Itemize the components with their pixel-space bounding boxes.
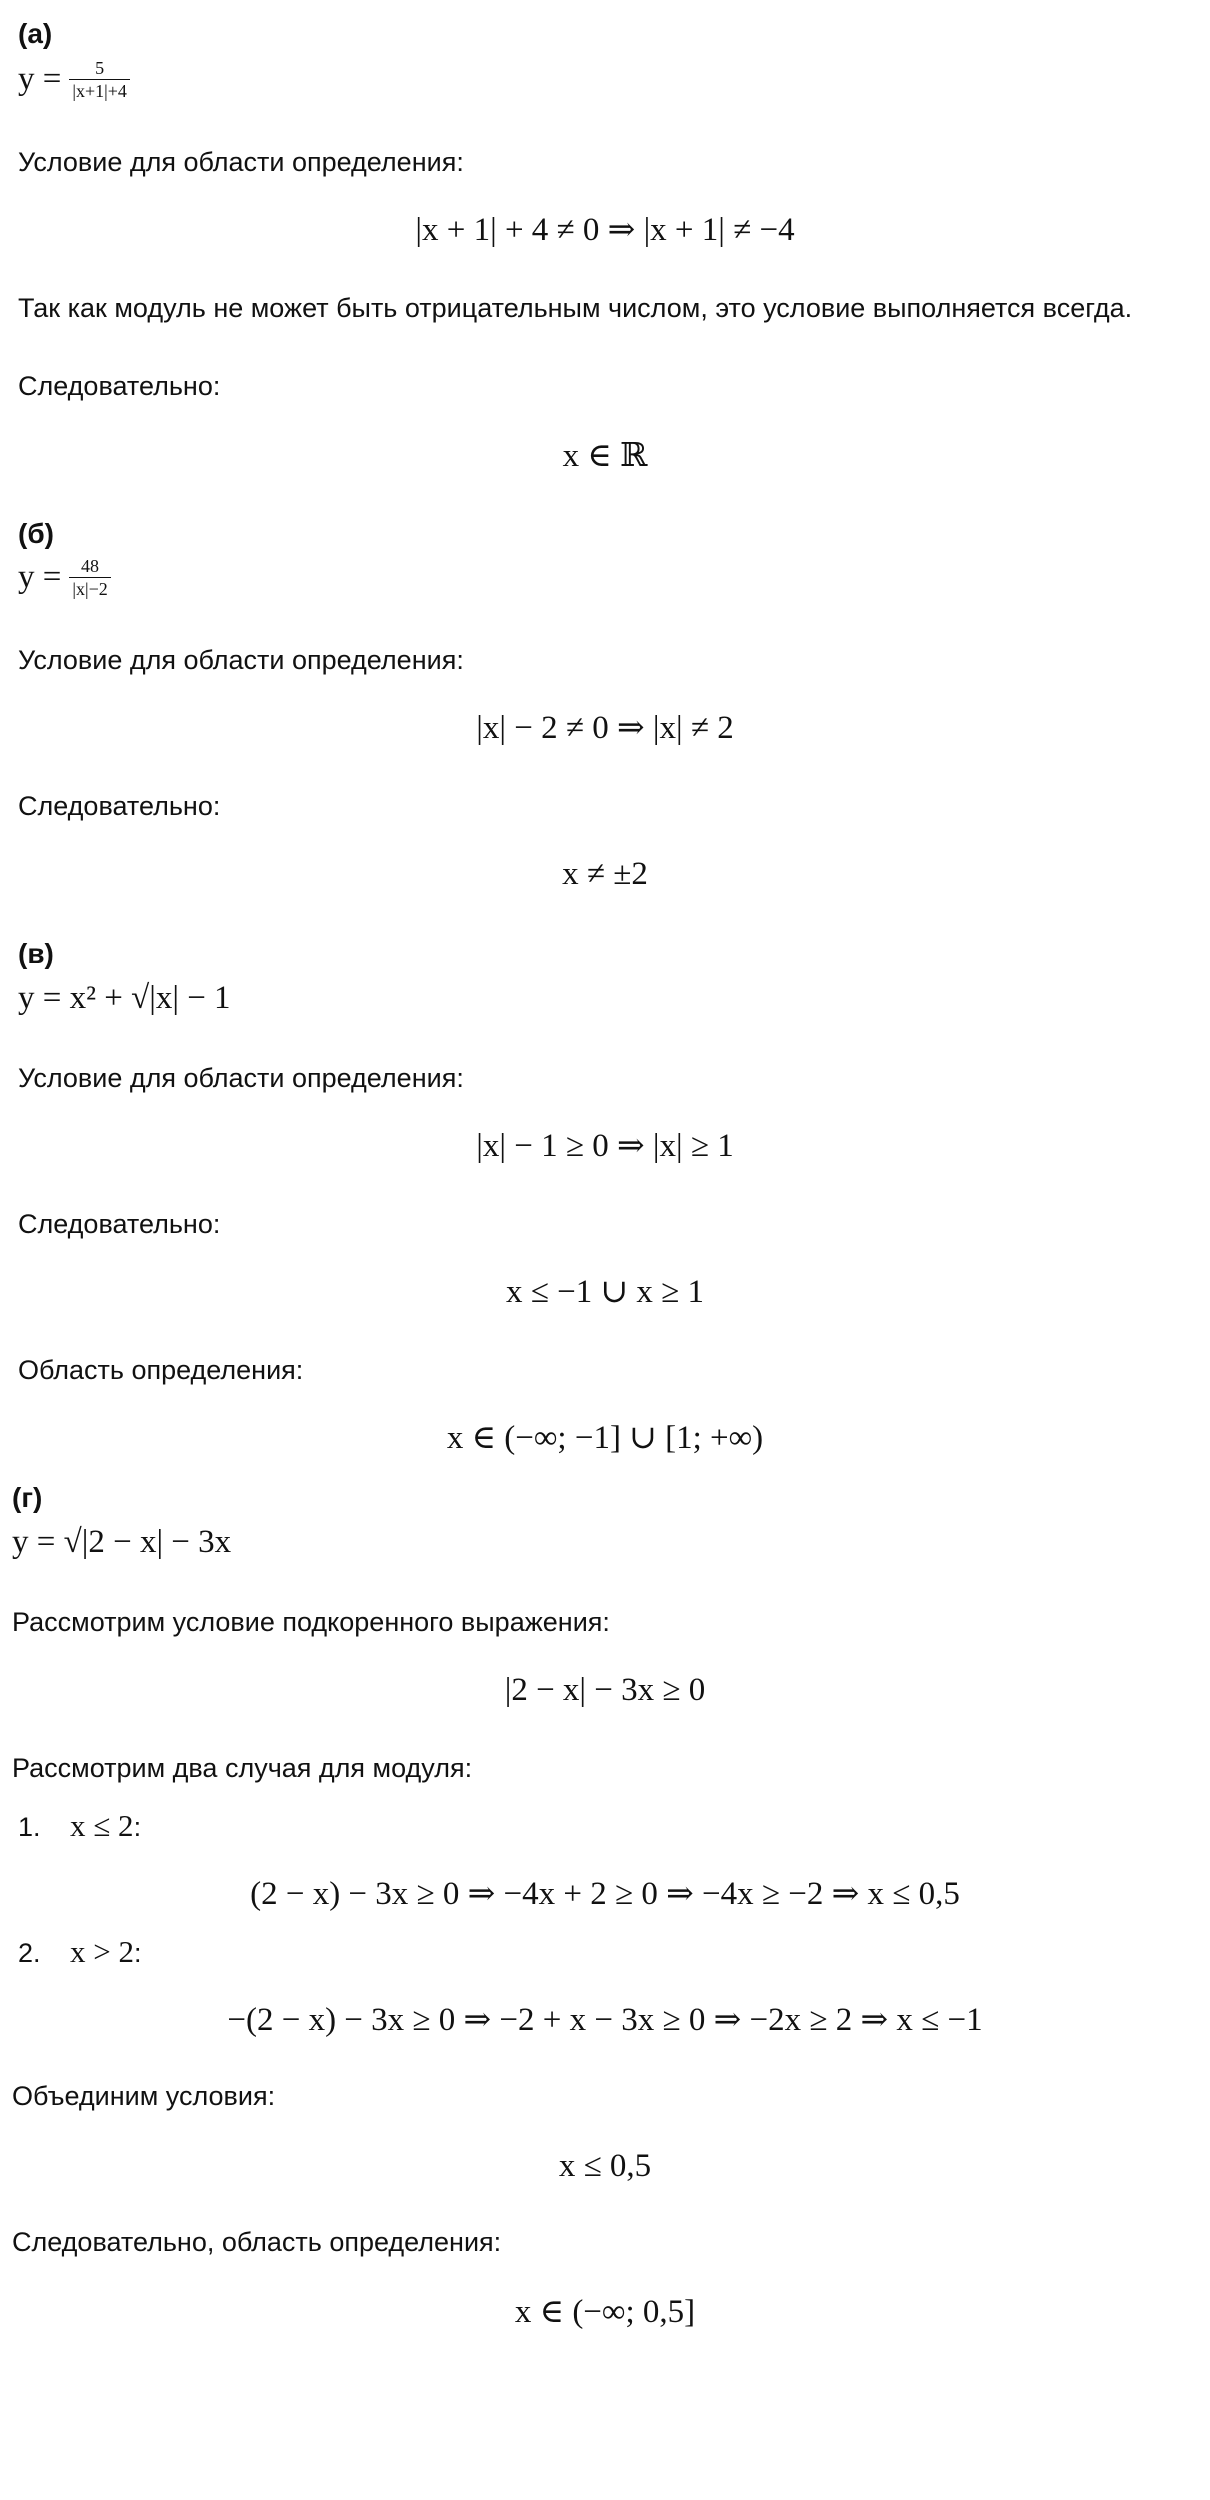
case-2-number: 2.: [18, 1938, 41, 1968]
part-d-radicand-intro: Рассмотрим условие подкоренного выражения:: [12, 1607, 610, 1637]
part-d-cases-intro: Рассмотрим два случая для модуля:: [12, 1753, 473, 1783]
part-b-numerator: 48: [69, 556, 110, 578]
part-d-formula: y = √|2 − x| − 3x: [12, 1524, 232, 1560]
case-1-derivation: (2 − x) − 3x ≥ 0 ⇒ −4x + 2 ≥ 0 ⇒ −4x ≥ −2 ⇒ x ≤ 0,5: [250, 1876, 960, 1912]
part-b-denominator: |x|−2: [72, 579, 108, 599]
part-d-label: (г): [12, 1482, 43, 1513]
part-d-domain-intro: Следовательно, область определения:: [12, 2227, 502, 2257]
case-2-header: [18, 1934, 142, 1971]
part-a-condition-math: |x + 1| + 4 ≠ 0 ⇒ |x + 1| ≠ −4: [415, 212, 795, 248]
part-b-conclusion-intro: Следовательно:: [18, 791, 221, 821]
part-c-formula: y = x² + √|x| − 1: [18, 980, 231, 1016]
part-b-formula-lhs: y =: [18, 559, 62, 595]
case-1-header: [18, 1808, 141, 1845]
part-a-denominator: |x+1|+4: [72, 81, 127, 101]
case-1-condition: x ≤ 2: [70, 1808, 134, 1843]
part-c-domain-intro: Область определения:: [18, 1355, 304, 1385]
part-a-numerator: 5: [69, 58, 130, 80]
part-d-domain-math: x ∈ (−∞; 0,5]: [514, 2294, 696, 2330]
part-a-condition-intro: Условие для области определения:: [18, 147, 464, 177]
part-c-condition-intro: Условие для области определения:: [18, 1063, 464, 1093]
case-2-derivation: −(2 − x) − 3x ≥ 0 ⇒ −2 + x − 3x ≥ 0 ⇒ −2x ≥ 2 ⇒ x ≤ −1: [227, 2002, 983, 2038]
part-b-label: (б): [18, 518, 54, 549]
part-d-combine-intro: Объединим условия:: [12, 2081, 276, 2111]
part-c-conclusion-intro: Следовательно:: [18, 1209, 221, 1239]
part-a-formula-lhs: y =: [18, 61, 62, 97]
part-a-conclusion-intro: Следовательно:: [18, 371, 221, 401]
part-b-fraction: [69, 556, 110, 599]
case-2-colon: :: [134, 1938, 142, 1968]
part-d-combine-math: x ≤ 0,5: [558, 2148, 652, 2184]
part-c-conclusion-math: x ≤ −1 ∪ x ≥ 1: [506, 1274, 704, 1310]
part-a-conclusion-math: x ∈ ℝ: [562, 438, 648, 474]
part-b-formula: [18, 556, 111, 599]
case-2-condition: x > 2: [70, 1934, 135, 1969]
part-b-conclusion-math: x ≠ ±2: [562, 856, 648, 892]
part-a-fraction: [69, 58, 130, 101]
case-1-colon: :: [133, 1812, 142, 1842]
part-b-condition-math: |x| − 2 ≠ 0 ⇒ |x| ≠ 2: [476, 710, 734, 746]
part-a-note: Так как модуль не может быть отрицательным числом, это условие выполняется всегда.: [18, 293, 1133, 323]
part-d-radicand-math: |2 − x| − 3x ≥ 0: [504, 1672, 706, 1708]
part-c-condition-math: |x| − 1 ≥ 0 ⇒ |x| ≥ 1: [476, 1128, 734, 1164]
part-c-domain-math: x ∈ (−∞; −1] ∪ [1; +∞): [446, 1420, 764, 1456]
part-a-formula: [18, 58, 130, 101]
part-a-label: (а): [18, 18, 53, 49]
part-b-condition-intro: Условие для области определения:: [18, 645, 464, 675]
case-1-number: 1.: [18, 1812, 41, 1842]
part-c-label: (в): [18, 938, 54, 969]
